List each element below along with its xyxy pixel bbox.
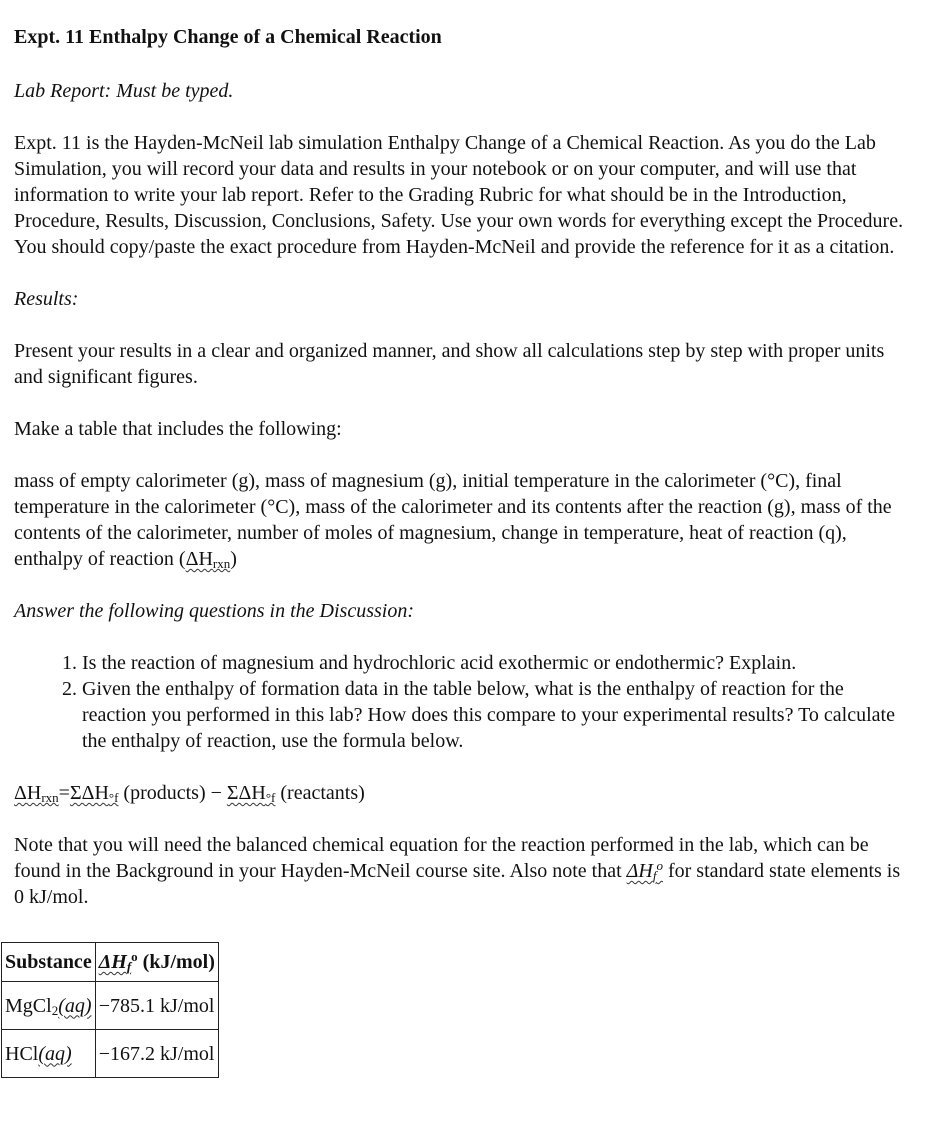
enthalpy-value-cell: −167.2 kJ/mol (95, 1030, 218, 1078)
results-paragraph: Present your results in a clear and organized manner, and show all calculations step by step with proper units and significant figures. (14, 340, 885, 388)
enthalpy-formation-table (1, 942, 219, 1078)
table-header-row (2, 943, 219, 982)
intro-paragraph: Expt. 11 is the Hayden-McNeil lab simulation Enthalpy Change of a Chemical Reaction. As you do the Lab Simulation, you will record your data and results in your notebook or on your computer, and will use that information to write your lab report. Refer to the Grading Rubric for what should be in the Introduction, Procedure, Results, Discussion, Conclusions, Safety. Use your own words for everything except the Procedure. You should copy/paste the exact procedure from Hayden-McNeil and provide the reference for it as a citation. (14, 132, 904, 258)
questions-list (14, 650, 904, 754)
document-page (14, 24, 904, 910)
enthalpy-formula: $\Delta H_{rxn}=\Sigma\Delta H_{^\circ f}$ (products) − $\Sigma\Delta H_{^\circ f}$ (reactants) (14, 782, 365, 805)
table-items-paragraph: mass of empty calorimeter (g), mass of magnesium (g), initial temperature in the calorimeter (°C), final temperature in the calorimeter (°C), mass of the calorimeter and its contents after the reaction (g), mass of the contents of the calorimeter, number of moles of magnesium, change in temperature, heat of reaction (q), enthalpy of reaction $(\Delta H_{rxn})$ (14, 470, 892, 571)
table-instruction: Make a table that includes the following: (14, 418, 342, 440)
substance-cell: HCl(aq) (2, 1030, 96, 1078)
note-paragraph: Note that you will need the balanced chemical equation for the reaction performed in the lab, which can be found in the Background in your Hayden-McNeil course site. Also note that $\Delta H_f^o$ for standard state elements is 0 kJ/mol. (14, 834, 901, 908)
table-row (2, 982, 219, 1030)
formula-lhs: $\Delta H_{rxn}$ (14, 782, 59, 805)
enthalpy-formation-symbol: $\Delta H_f^o$ (626, 858, 663, 883)
question-item: 1. Is the reaction of magnesium and hydrochloric acid exothermic or endothermic? Explain. (82, 650, 904, 676)
enthalpy-rxn-symbol: $\Delta H_{rxn}$ (185, 548, 231, 571)
table-items-text: mass of empty calorimeter (g), mass of magnesium (g), initial temperature in the calorimeter (°C), final temperature in the calorimeter (°C), mass of the calorimeter and its contents after the reaction (g), mass of the contents of the calorimeter, number of moles of magnesium, change in temperature, heat of reaction (q), enthalpy of reaction ( (14, 470, 892, 570)
lab-report-note: Lab Report: Must be typed. (14, 80, 234, 102)
question-item: 2. Given the enthalpy of formation data in the table below, what is the enthalpy of reaction for the reaction you performed in this lab? How does this compare to your experimental results? To calculate the enthalpy of reaction, use the formula below. (82, 676, 904, 754)
formula-sum-products: $\Sigma\Delta H_{^\circ f}$ (69, 782, 119, 805)
header-substance: Substance (2, 943, 96, 982)
document-title: Expt. 11 Enthalpy Change of a Chemical Reaction (14, 26, 442, 48)
table-row (2, 1030, 219, 1078)
header-enthalpy: $\Delta H_f^o$ (kJ/mol) (95, 943, 218, 982)
results-heading: Results: (14, 288, 79, 310)
discussion-heading: Answer the following questions in the Discussion: (14, 600, 414, 622)
enthalpy-value-cell: −785.1 kJ/mol (95, 982, 218, 1030)
formula-sum-reactants: $\Sigma\Delta H_{^\circ f}$ (226, 782, 276, 805)
substance-cell: MgCl$_2$(aq) (2, 982, 96, 1030)
